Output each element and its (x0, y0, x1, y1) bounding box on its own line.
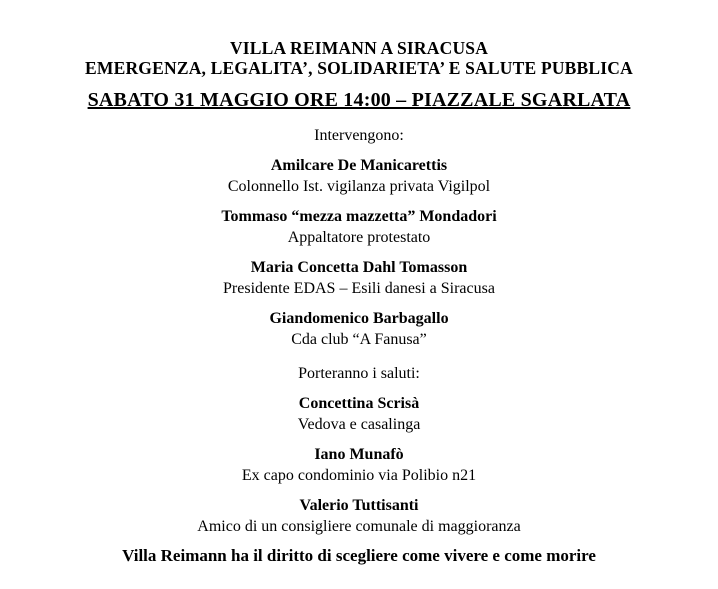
speaker-entry (0, 206, 718, 248)
speaker-name: Concettina Scrisà (298, 395, 420, 412)
speaker-role: Vedova e casalinga (297, 416, 421, 433)
speaker-name: Maria Concetta Dahl Tomasson (250, 259, 468, 276)
speaker-name: Iano Munafò (314, 446, 404, 463)
speaker-role: Amico di un consigliere comunale di maggioranza (197, 518, 521, 535)
speaker-name: Giandomenico Barbagallo (269, 310, 449, 327)
speaker-entry (0, 393, 718, 435)
speaker-role: Cda club “A Fanusa” (291, 331, 427, 348)
speaker-role: Appaltatore protestato (287, 229, 431, 246)
title-line-2: EMERGENZA, LEGALITA’, SOLIDARIETA’ E SALUTE PUBBLICA (85, 58, 633, 78)
speaker-name: Tommaso “mezza mazzetta” Mondadori (221, 208, 497, 225)
speaker-role: Colonnello Ist. vigilanza privata Vigilpol (227, 178, 491, 195)
section-intervengono (0, 125, 718, 350)
title-block (0, 38, 718, 78)
event-date-location-text: SABATO 31 MAGGIO ORE 14:00 – PIAZZALE SGARLATA (87, 89, 631, 111)
speaker-entry (0, 444, 718, 486)
event-date-location-line (0, 88, 718, 112)
title-line-1: VILLA REIMANN A SIRACUSA (229, 38, 489, 58)
section-heading-intervengono: Intervengono: (314, 127, 404, 144)
speaker-entry (0, 308, 718, 350)
closing-statement: Villa Reimann ha il diritto di scegliere come vivere e come morire (122, 546, 596, 565)
speaker-name: Valerio Tuttisanti (299, 497, 419, 514)
speaker-entry (0, 495, 718, 537)
speaker-name: Amilcare De Manicarettis (270, 157, 448, 174)
speaker-entry (0, 155, 718, 197)
speaker-role: Presidente EDAS – Esili danesi a Siracusa (223, 280, 495, 297)
section-heading-saluti: Porteranno i saluti: (298, 365, 420, 382)
speaker-role: Ex capo condominio via Polibio n21 (241, 467, 477, 484)
section-saluti (0, 363, 718, 537)
speaker-entry (0, 257, 718, 299)
